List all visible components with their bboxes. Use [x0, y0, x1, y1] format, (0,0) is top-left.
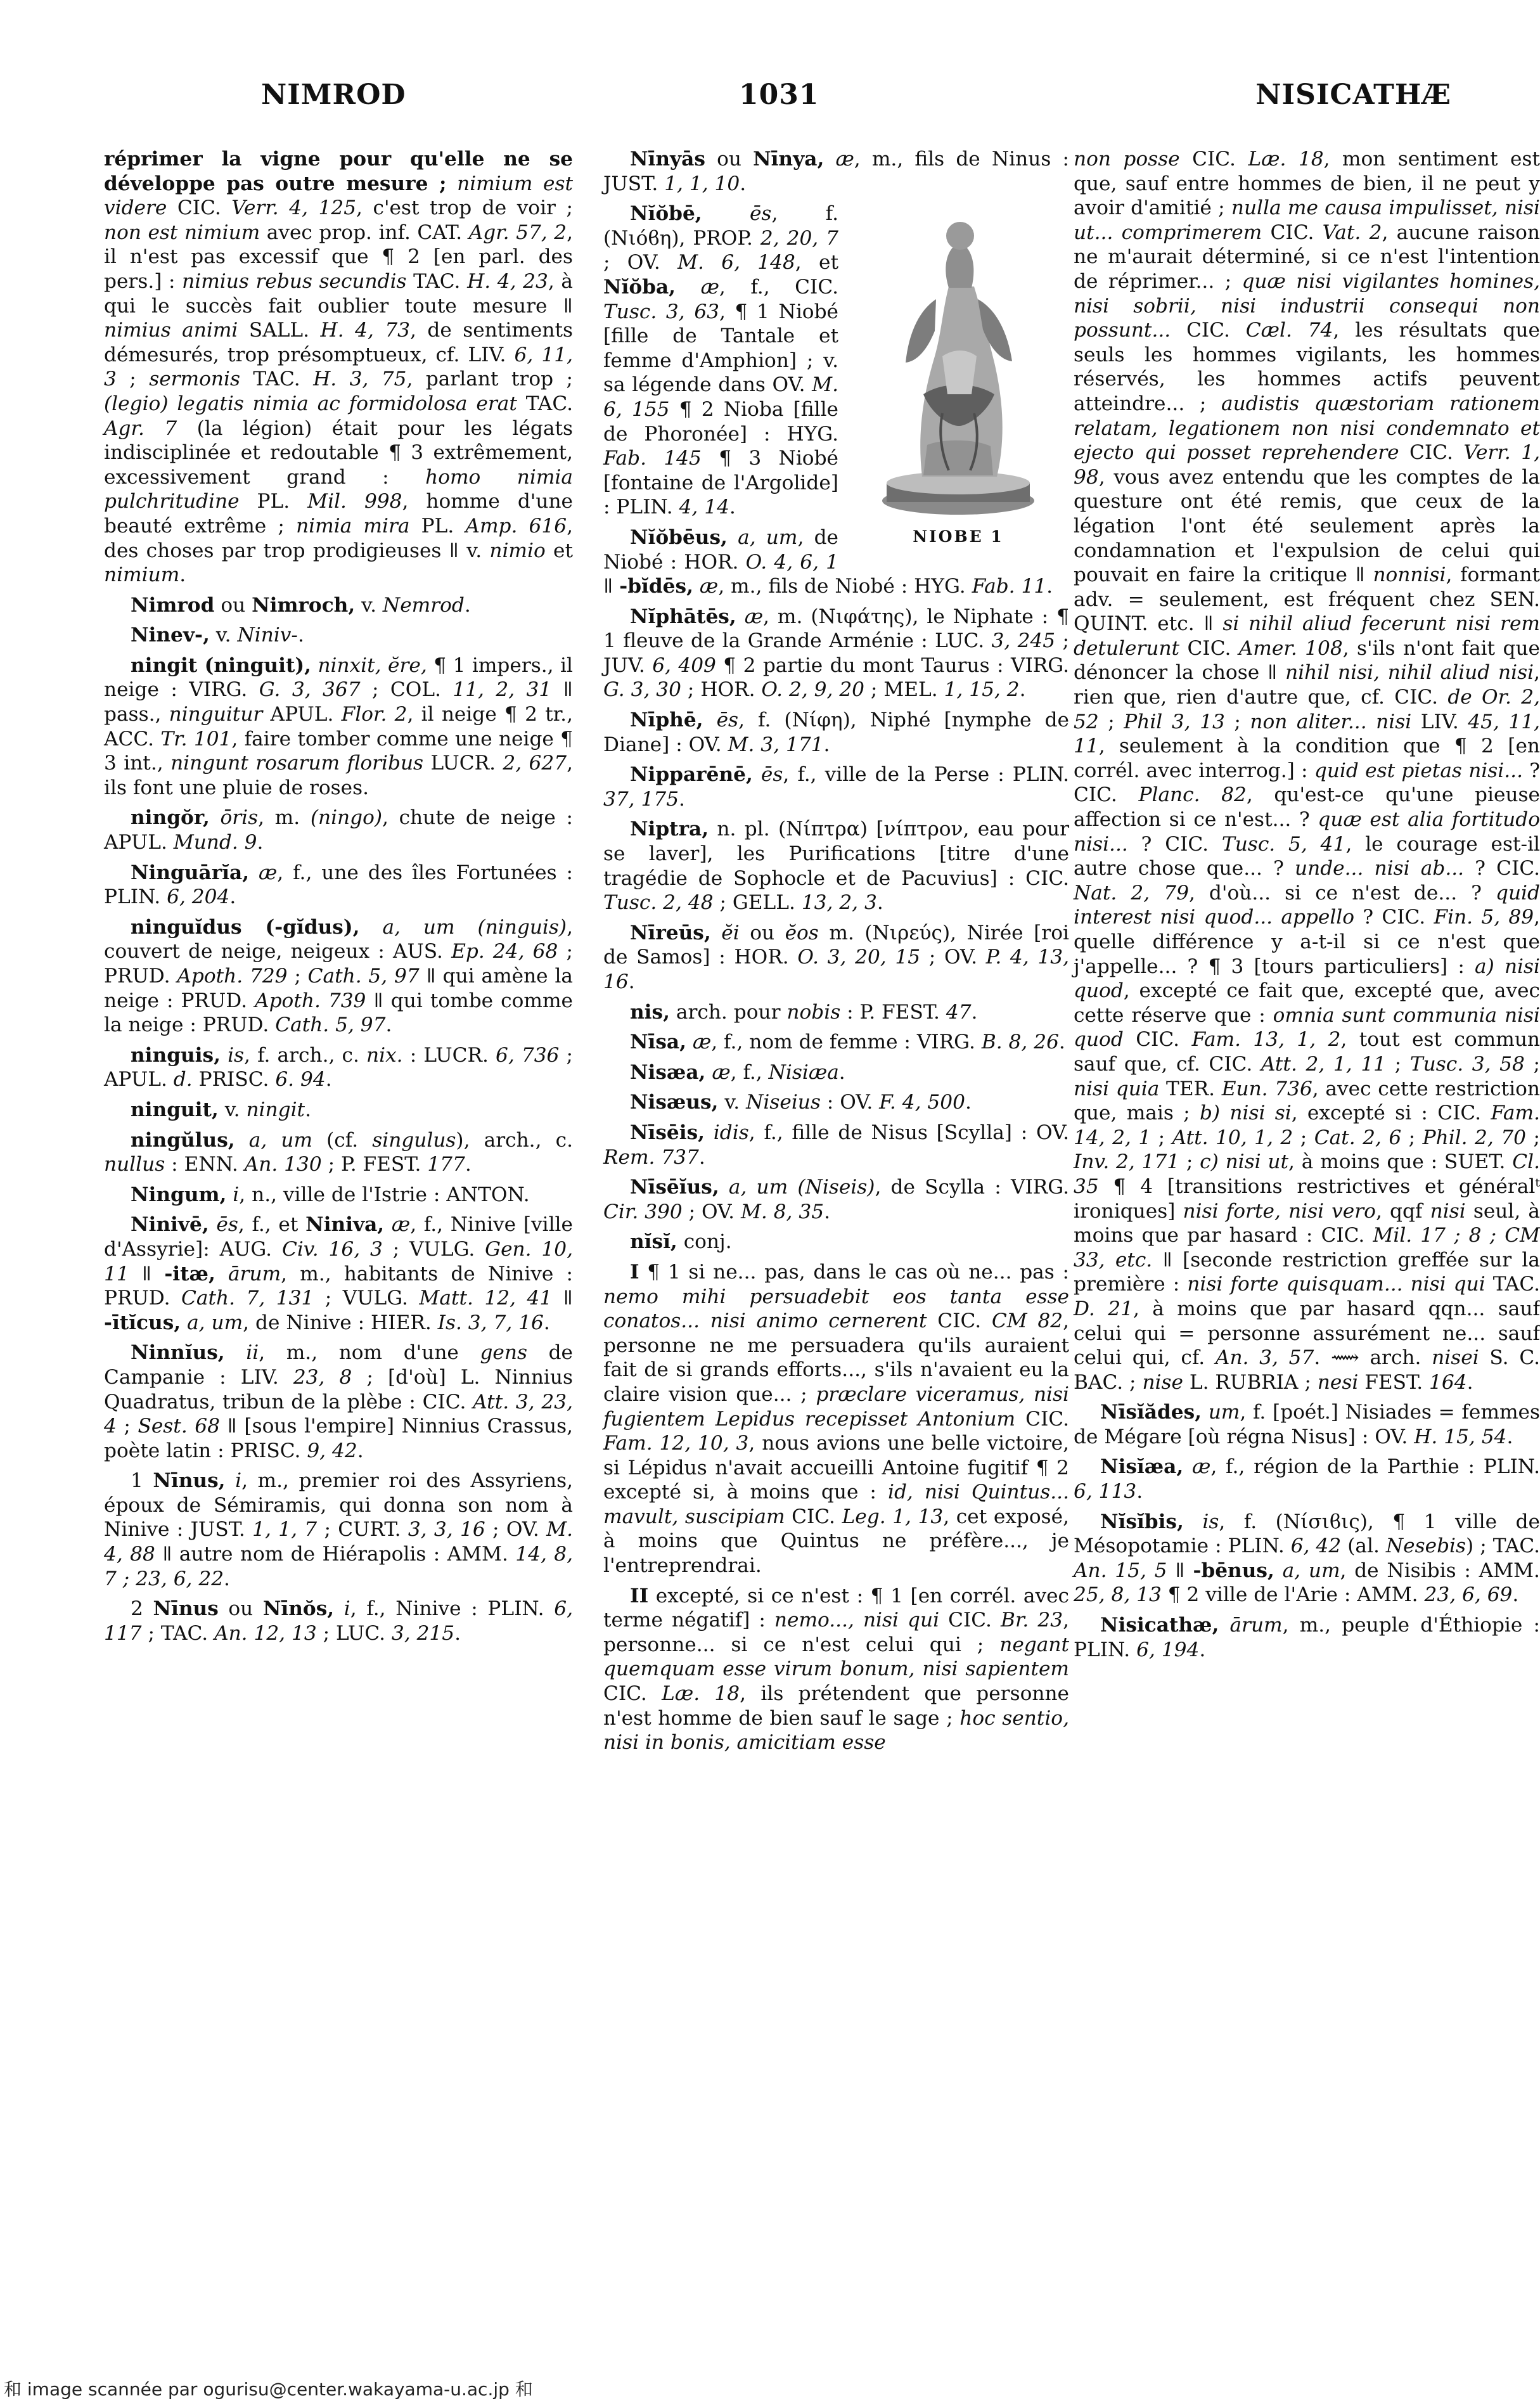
scan-footer [0, 2376, 1537, 2401]
dictionary-entry: non posse CIC. Læ. 18, mon sentiment est que, sauf entre hommes de bien, il ne peut y avoir d'amitié ; nulla me causa impulisset, nisi ut... comprimerem CIC. Vat. 2, aucune raison ne m'aurait déterminé, si ce n'est l'intention de réprimer... ; quæ nisi vigilantes homines, nisi sobrii, nisi industrii consequi non possunt... CIC. Cæl. 74, les résultats que seuls les hommes vigilants, les hommes réservés, les hommes actifs peuvent atteindre... ; audistis quæstoriam rationem relatam, legationem non nisi condemnato et ejecto qui posset reprehendere CIC. Verr. 1, 98, vous avez entendu que les comptes de la questure ont été remis, que ceux de la légation l'ont été seulement après la condamnation et l'expulsion de celui qui pouvait en faire la critique ǁ nonnisi, formant adv. = seulement, est fréquent chez SEN. QUINT. etc. ǁ si nihil aliud fecerunt nisi rem detulerunt CIC. Amer. 108, s'ils n'ont fait que dénoncer la chose ǁ nihil nisi, nihil aliud nisi, rien que, rien d'autre que, cf. CIC. de Or. 2, 52 ; Phil 3, 13 ; non aliter... nisi LIV. 45, 11, 11, seulement à la condition que ¶ 2 [en corrél. avec interrog.] : quid est pietas nisi... ? CIC. Planc. 82, qu'est-ce qu'une pieuse affection si ce n'est... ? quæ est alia fortitudo nisi... ? CIC. Tusc. 5, 41, le courage est-il autre chose que... ? unde... nisi ab... ? CIC. Nat. 2, 79, d'où... si ce n'est de... ? quid interest nisi quod... appello ? CIC. Fin. 5, 89, quelle différence y a-t-il si ce n'est que j'appelle... ? ¶ 3 [tours particuliers] : a) nisi quod, excepté ce fait que, excepté que, avec cette réserve que : omnia sunt communia nisi quod CIC. Fam. 13, 1, 2, tout est commun sauf que, cf. CIC. Att. 2, 1, 11 ; Tusc. 3, 58 ; nisi quia TER. Eun. 736, avec cette restriction que, mais ; b) nisi si, excepté si : CIC. Fam. 14, 2, 1 ; Att. 10, 1, 2 ; Cat. 2, 6 ; Phil. 2, 70 ; Inv. 2, 171 ; c) nisi ut, à moins que : SUET. Cl. 35 ¶ 4 [transitions restrictives et généralᵗ ironiques] nisi forte, nisi vero, qqf nisi seul, à moins que par hasard : CIC. Mil. 17 ; 8 ; CM 33, etc. ǁ [seconde restriction greffée sur la première : nisi forte quisquam... nisi qui TAC. D. 21, à moins que par hasard qqn... sauf celui qui = personne assurément ne... sauf celui qui, cf. An. 3, 57. ⟿ arch. nisei S. C. BAC. ; nise L. RUBRIA ; nesi FEST. 164. [1074, 148, 1540, 1394]
dictionary-entry: ningŭlus, a, um (cf. singulus), arch., c. nullus : ENN. An. 130 ; P. FEST. 177. [104, 1128, 573, 1176]
dictionary-entry: nĭsĭ, conj. [630, 1230, 732, 1254]
dictionary-entry: ningŏr, ōris, m. (ningo), chute de neige : APUL. Mund. 9. [104, 806, 573, 854]
dictionary-entry: Nisæa, æ, f., Nisiæa. [630, 1060, 845, 1084]
header-left-guideword: NIMROD [261, 79, 406, 111]
dictionary-entry: Nimrod ou Nimroch, v. Nemrod. [131, 593, 471, 617]
dictionary-entry: Nīsēĭus, a, um (Niseis), de Scylla : VIRG. Cir. 390 ; OV. M. 8, 35. [603, 1176, 1069, 1223]
dictionary-entry: Nisæus, v. Niseius : OV. F. 4, 500. [630, 1091, 972, 1114]
dictionary-entry: Nipparēnē, ēs, f., ville de la Perse : PLIN. 37, 175. [603, 763, 1069, 811]
dictionary-entry: 1 Nīnus, i, m., premier roi des Assyriens, époux de Sémiramis, qui donna son nom à Ninive : JUST. 1, 1, 7 ; CURT. 3, 3, 16 ; OV. M. 4, 88 ǁ autre nom de Hiérapolis : AMM. 14, 8, 7 ; 23, 6, 22. [104, 1469, 573, 1590]
dictionary-entry: Nĭphātēs, æ, m. (Νιφάτης), le Niphate : ¶ 1 fleuve de la Grande Arménie : LUC. 3, 245 ; JUV. 6, 409 ¶ 2 partie du mont Taurus : VIRG. G. 3, 30 ; HOR. O. 2, 9, 20 ; MEL. 1, 15, 2. [603, 605, 1070, 702]
dictionary-entry: 2 Nīnus ou Nīnŏs, i, f., Ninive : PLIN. 6, 117 ; TAC. An. 12, 13 ; LUC. 3, 215. [104, 1597, 573, 1645]
niobe-figure [847, 204, 1069, 559]
dictionary-entry: Ninnĭus, ii, m., nom d'une gens de Campanie : LIV. 23, 8 ; [d'où] L. Ninnius Quadratus, tribun de la plèbe : CIC. Att. 3, 23, 4 ; Sest. 68 ǁ [sous l'empire] Ninnius Crassus, poète latin : PRISC. 9, 42. [104, 1341, 574, 1462]
dictionary-entry: Nīphē, ēs, f. (Νίφη), Niphé [nymphe de Diane] : OV. M. 3, 171. [603, 709, 1069, 756]
dictionary-entry: Ninev-, v. Niniv-. [131, 624, 304, 647]
column-2-top [603, 147, 1069, 196]
column-2 [603, 147, 1069, 2327]
dictionary-entry: Nĭŏbēus, a, um, de Niobé : HOR. O. 4, 6, 1 ǁ -bĭdēs, æ, m., fils de Niobé : HYG. Fab. 11. [603, 525, 1053, 598]
page-number: 1031 [739, 79, 819, 111]
dictionary-entry: Nīsĭădes, um, f. [poét.] Nisiades = femmes de Mégare [où régna Nisus] : OV. H. 15, 54. [1074, 1401, 1540, 1448]
column-1 [104, 147, 573, 2327]
dictionary-entry: réprimer la vigne pour qu'elle ne se développe pas outre mesure ; nimium est videre CIC. Verr. 4, 125, c'est trop de voir ; non est nimium avec prop. inf. CAT. Agr. 57, 2, il n'est pas excessif que ¶ 2 [en parl. des pers.] : nimius rebus secundis TAC. H. 4, 23, à qui le succès fait oublier toute mesure ǁ nimius animi SALL. H. 4, 73, de sentiments démesurés, trop présomptueux, cf. LIV. 6, 11, 3 ; sermonis TAC. H. 3, 75, parlant trop ; (legio) legatis nimia ac formidolosa erat TAC. Agr. 7 (la légion) était pour les légats indisciplinée et redoutable ¶ 3 extrêmement, excessivement grand : homo nimia pulchritudine PL. Mil. 998, homme d'une beauté extrême ; nimia mira PL. Amp. 616, des choses par trop prodigieuses ǁ v. nimio et nimium. [104, 148, 574, 587]
dictionary-entry: Nīreūs, ĕi ou ĕos m. (Νιρεύς), Nirée [roi de Samos] : HOR. O. 3, 20, 15 ; OV. P. 4, 13, 16. [603, 921, 1069, 993]
dictionary-entry: I ¶ 1 si ne... pas, dans le cas où ne... pas : nemo mihi persuadebit eos tanta esse conatos... nisi animo cernerent CIC. CM 82, personne ne me persuadera qu'ils auraient fait de si grands efforts..., s'ils n'avaient eu la claire vision que... ; præclare viceramus, nisi fugientem Lepidus recepisset Antonium CIC. Fam. 12, 10, 3, nous avions une belle victoire, si Lépidus n'avait accueilli Antoine fugitif ¶ 2 excepté si, à moins que : id, nisi Quintus... mavult, suscipiam CIC. Leg. 1, 13, cet exposé, à moins que Quintus ne préfère..., je l'entreprendrai. [603, 1260, 1069, 1578]
dictionary-entry: ningit (ninguit), ninxit, ĕre, ¶ 1 impers., il neige : VIRG. G. 3, 367 ; COL. 11, 2, 31 ǁ pass., ninguitur APUL. Flor. 2, il neige ¶ 2 tr., ACC. Tr. 101, faire tomber comme une neige ¶ 3 int., ningunt rosarum floribus LUCR. 2, 627, ils font une pluie de roses. [104, 653, 574, 799]
dictionary-entry: Ninguārĭa, æ, f., une des îles Fortunées : PLIN. 6, 204. [104, 861, 573, 909]
dictionary-entry: Nīsa, æ, f., nom de femme : VIRG. B. 8, 26. [630, 1031, 1065, 1054]
dictionary-entry: II excepté, si ce n'est : ¶ 1 [en corrél. avec terme négatif] : nemo..., nisi qui CIC. Br. 23, personne... si ce n'est celui qui ; negant quemquam esse virum bonum, nisi sapientem CIC. Læ. 18, ils prétendent que personne n'est homme de bien sauf le sage ; hoc sentio, nisi in bonis, amicitiam esse [603, 1584, 1069, 1754]
column-3 [1074, 147, 1540, 2327]
dictionary-entry: ninguĭdus (-gĭdus), a, um (ninguis), couvert de neige, neigeux : AUS. Ep. 24, 68 ; PRUD. Apoth. 729 ; Cath. 5, 97 ǁ qui amène la neige : PRUD. Apoth. 739 ǁ qui tombe comme la neige : PRUD. Cath. 5, 97. [104, 915, 574, 1037]
dictionary-entry: Ninivē, ēs, f., et Niniva, æ, f., Ninive [ville d'Assyrie]: AUG. Civ. 16, 3 ; VULG. Gen. 10, 11 ǁ -itæ, ārum, m., habitants de Ninive : PRUD. Cath. 7, 131 ; VULG. Matt. 12, 41 ǁ -ītĭcus, a, um, de Ninive : HIER. Is. 3, 7, 16. [104, 1213, 573, 1334]
niobe-statue-illustration [847, 204, 1069, 521]
figure-caption: NIOBE 1 [913, 527, 1004, 546]
dictionary-entry: Nīnyās ou Nīnya, æ, m., fils de Ninus : JUST. 1, 1, 10. [603, 148, 1069, 195]
dictionary-entry: ninguit, v. ningit. [131, 1098, 312, 1121]
dictionary-entry: Nisicathæ, ārum, m., peuple d'Éthiopie : PLIN. 6, 194. [1074, 1614, 1540, 1661]
page-header [95, 79, 1451, 123]
dictionary-entry: Niptra, n. pl. (Νίπτρα) [νίπτρον, eau pour se laver], les Purifications [titre d'une tragédie de Sophocle et de Pacuvius] : CIC. Tusc. 2, 48 ; GELL. 13, 2, 3. [603, 818, 1069, 915]
dictionary-entry: ninguis, is, f. arch., c. nix. : LUCR. 6, 736 ; APUL. d. PRISC. 6. 94. [104, 1043, 574, 1091]
dictionary-entry: Nĭsĭbis, is, f. (Νίσιϐις), ¶ 1 ville de Mésopotamie : PLIN. 6, 42 (al. Nesebis) ; TAC. An. 15, 5 ǁ -bēnus, a, um, de Nisibis : AMM. 25, 8, 13 ¶ 2 ville de l'Arie : AMM. 23, 6, 69. [1074, 1510, 1540, 1607]
dictionary-entry: Nĭŏbē, ēs, f. (Νιόϐη), PROP. 2, 20, 7 ; OV. M. 6, 148, et Nĭŏba, æ, f., CIC. Tusc. 3, 63, ¶ 1 Niobé [fille de Tantale et femme d'Amphion] ; v. sa légende dans OV. M. 6, 155 ¶ 2 Nioba [fille de Phoronée] : HYG. Fab. 145 ¶ 3 Niobé [fontaine de l'Argolide] : PLIN. 4, 14. [603, 202, 838, 519]
dictionary-entry: nis, arch. pour nobis : P. FEST. 47. [630, 1000, 978, 1024]
scan-credit: 和 image scannée par ogurisu@center.wakayama-u.ac.jp 和 [4, 2379, 533, 2400]
dictionary-entry: Ningum, i, n., ville de l'Istrie : ANTON. [131, 1183, 530, 1206]
dictionary-entry: Nisĭæa, æ, f., région de la Parthie : PLIN. 6, 113. [1074, 1455, 1540, 1503]
header-right-guideword: NISICATHÆ [1255, 79, 1451, 111]
dictionary-entry: Nīsēis, idis, f., fille de Nisus [Scylla] : OV. Rem. 737. [603, 1121, 1069, 1169]
